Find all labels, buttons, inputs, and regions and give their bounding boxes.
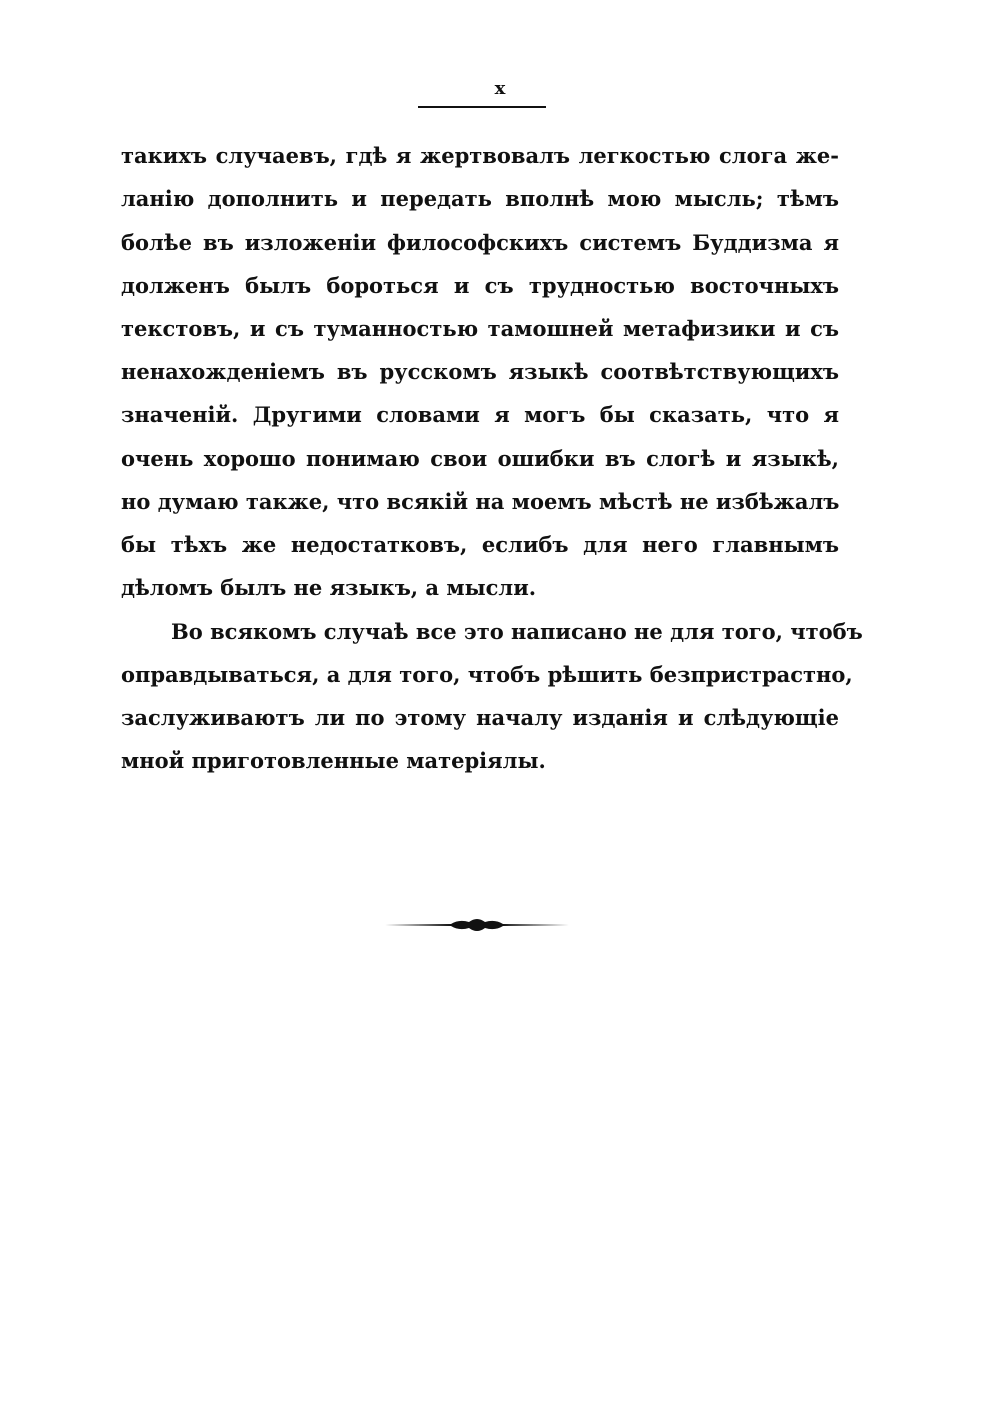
text-line: заслуживаютъ ли по этому началу изданія и слѣдующіе (121, 705, 839, 730)
text-line: очень хорошо понимаю свои ошибки въ слогѣ и языкѣ, (121, 446, 839, 471)
page-number: x (494, 78, 506, 99)
text-line: значеній. Другими словами я могъ бы сказать, что я (121, 402, 839, 427)
text-line: долженъ былъ бороться и съ трудностью восточныхъ (121, 273, 839, 298)
text-line: но думаю также, что всякій на моемъ мѣстѣ не избѣжалъ (121, 489, 840, 514)
text-line: оправдываться, а для того, чтобъ рѣшить безпристрастно, (121, 662, 853, 687)
text-line: дѣломъ былъ не языкъ, а мысли. (121, 575, 537, 600)
text-line: ланію дополнить и передать вполнѣ мою мысль; тѣмъ (121, 186, 839, 211)
header-rule (418, 106, 546, 108)
text-line: ненахожденіемъ въ русскомъ языкѣ соотвѣтствующихъ (121, 359, 839, 384)
end-ornament (385, 916, 569, 934)
text-line: мной приготовленные матеріялы. (121, 748, 546, 773)
text-line: Во всякомъ случаѣ все это написано не для того, чтобъ (171, 619, 863, 644)
text-line: бы тѣхъ же недостатковъ, еслибъ для него главнымъ (121, 532, 839, 557)
text-line: такихъ случаевъ, гдѣ я жертвовалъ легкостью слога же- (121, 143, 839, 168)
text-line: текстовъ, и съ туманностью тамошней метафизики и съ (121, 316, 839, 341)
text-line: болѣе въ изложеніи философскихъ системъ Буддизма я (121, 230, 839, 255)
